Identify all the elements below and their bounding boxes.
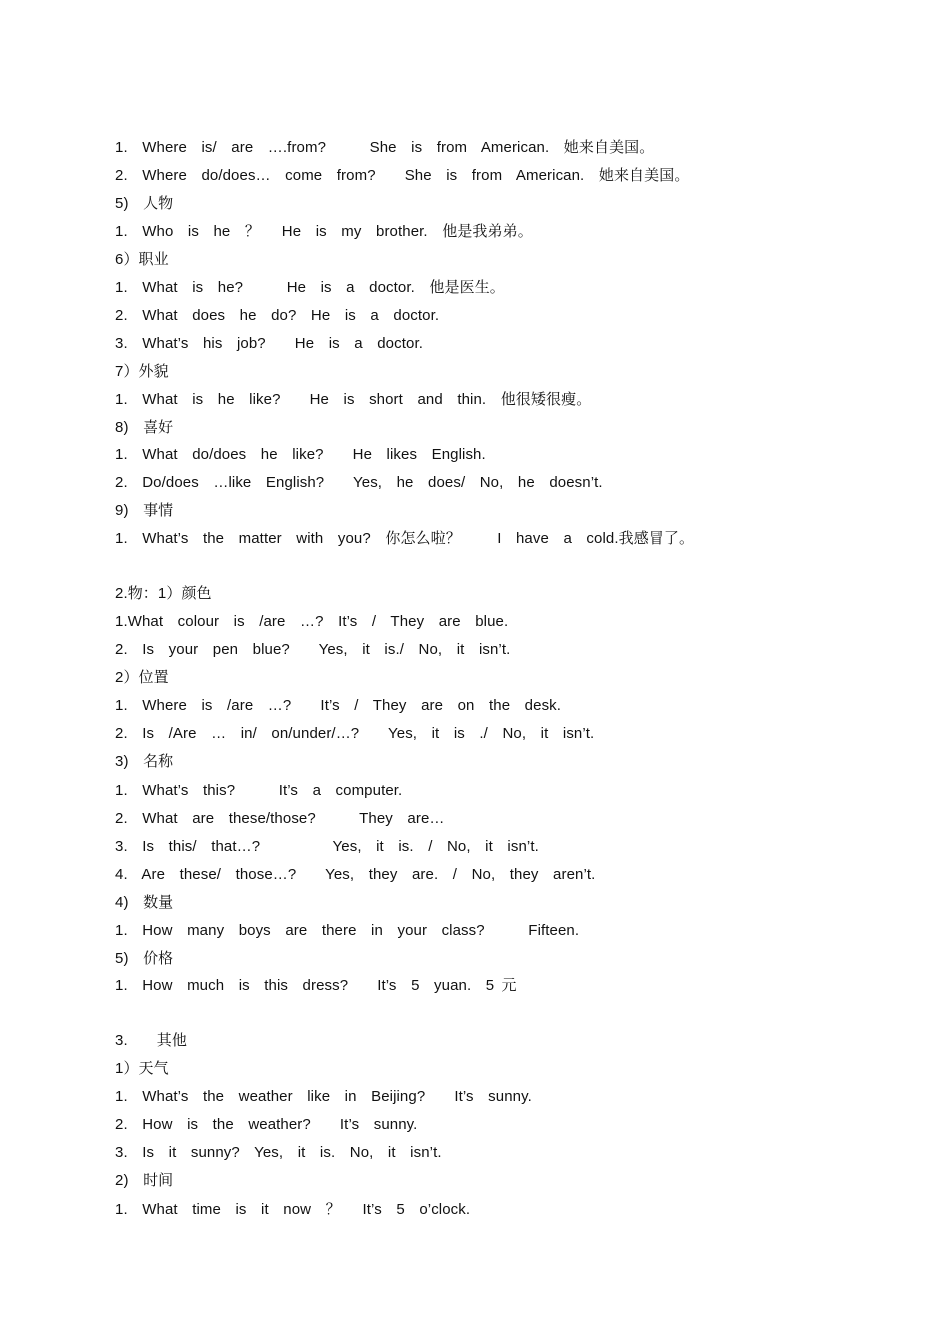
- section-heading: 2) 时间: [115, 1172, 174, 1189]
- section-heading: 8) 喜好: [115, 419, 174, 436]
- text-line: 1. What time is it now ？ It’s 5 o’clock.: [115, 1201, 471, 1218]
- text-line: 1. What do/does he like? He likes English.: [115, 446, 486, 463]
- text-line: 3. What’s his job? He is a doctor.: [115, 335, 423, 352]
- section-heading: 2.物：1）颜色: [115, 585, 212, 602]
- text-line: 3. Is this/ that…? Yes, it is. / No, it isn’t.: [115, 838, 539, 855]
- section-heading: 5) 人物: [115, 195, 174, 212]
- section-heading: 3) 名称: [115, 753, 174, 770]
- section-heading: 3. 其他: [115, 1032, 187, 1049]
- text-line: 3. Is it sunny? Yes, it is. No, it isn’t.: [115, 1144, 442, 1161]
- text-line: 1. What’s the weather like in Beijing? It’s sunny.: [115, 1088, 532, 1105]
- text-line: 2. Is your pen blue? Yes, it is./ No, it isn’t.: [115, 641, 511, 658]
- text-line: 1. Who is he ？ He is my brother. 他是我弟弟。: [115, 223, 533, 240]
- section-heading: 1）天气: [115, 1060, 169, 1077]
- section-heading: 9) 事情: [115, 502, 174, 519]
- section-heading: 4) 数量: [115, 894, 174, 911]
- text-line: 1. What is he like? He is short and thin. 他很矮很瘦。: [115, 391, 592, 408]
- text-line: 2. Do/does …like English? Yes, he does/ No, he doesn’t.: [115, 474, 603, 491]
- text-line: 1. Where is/ are ….from? She is from American. 她来自美国。: [115, 139, 655, 156]
- text-line: 1. What’s the matter with you? 你怎么啦？ I have a cold.我感冒了。: [115, 530, 695, 547]
- text-line: 2. Is /Are … in/ on/under/…? Yes, it is ./ No, it isn’t.: [115, 725, 595, 742]
- section-heading: 2）位置: [115, 669, 169, 686]
- text-line: 2. What are these/those? They are…: [115, 810, 445, 827]
- text-line: 2. Where do/does… come from? She is from American. 她来自美国。: [115, 167, 690, 184]
- text-line: 1. What’s this? It’s a computer.: [115, 782, 403, 799]
- text-line: 4. Are these/ those…? Yes, they are. / No, they aren’t.: [115, 866, 596, 883]
- text-line: 1. How much is this dress? It’s 5 yuan. 5 元: [115, 977, 517, 994]
- text-line: 1.What colour is /are …? It’s / They are blue.: [115, 613, 509, 630]
- section-heading: 6）职业: [115, 251, 169, 268]
- text-line: 1. Where is /are …? It’s / They are on the desk.: [115, 697, 562, 714]
- section-heading: 7）外貌: [115, 363, 169, 380]
- text-line: 2. How is the weather? It’s sunny.: [115, 1116, 418, 1133]
- text-line: 2. What does he do? He is a doctor.: [115, 307, 440, 324]
- text-line: 1. How many boys are there in your class? Fifteen.: [115, 922, 580, 939]
- section-heading: 5) 价格: [115, 950, 174, 967]
- text-line: 1. What is he? He is a doctor. 他是医生。: [115, 279, 505, 296]
